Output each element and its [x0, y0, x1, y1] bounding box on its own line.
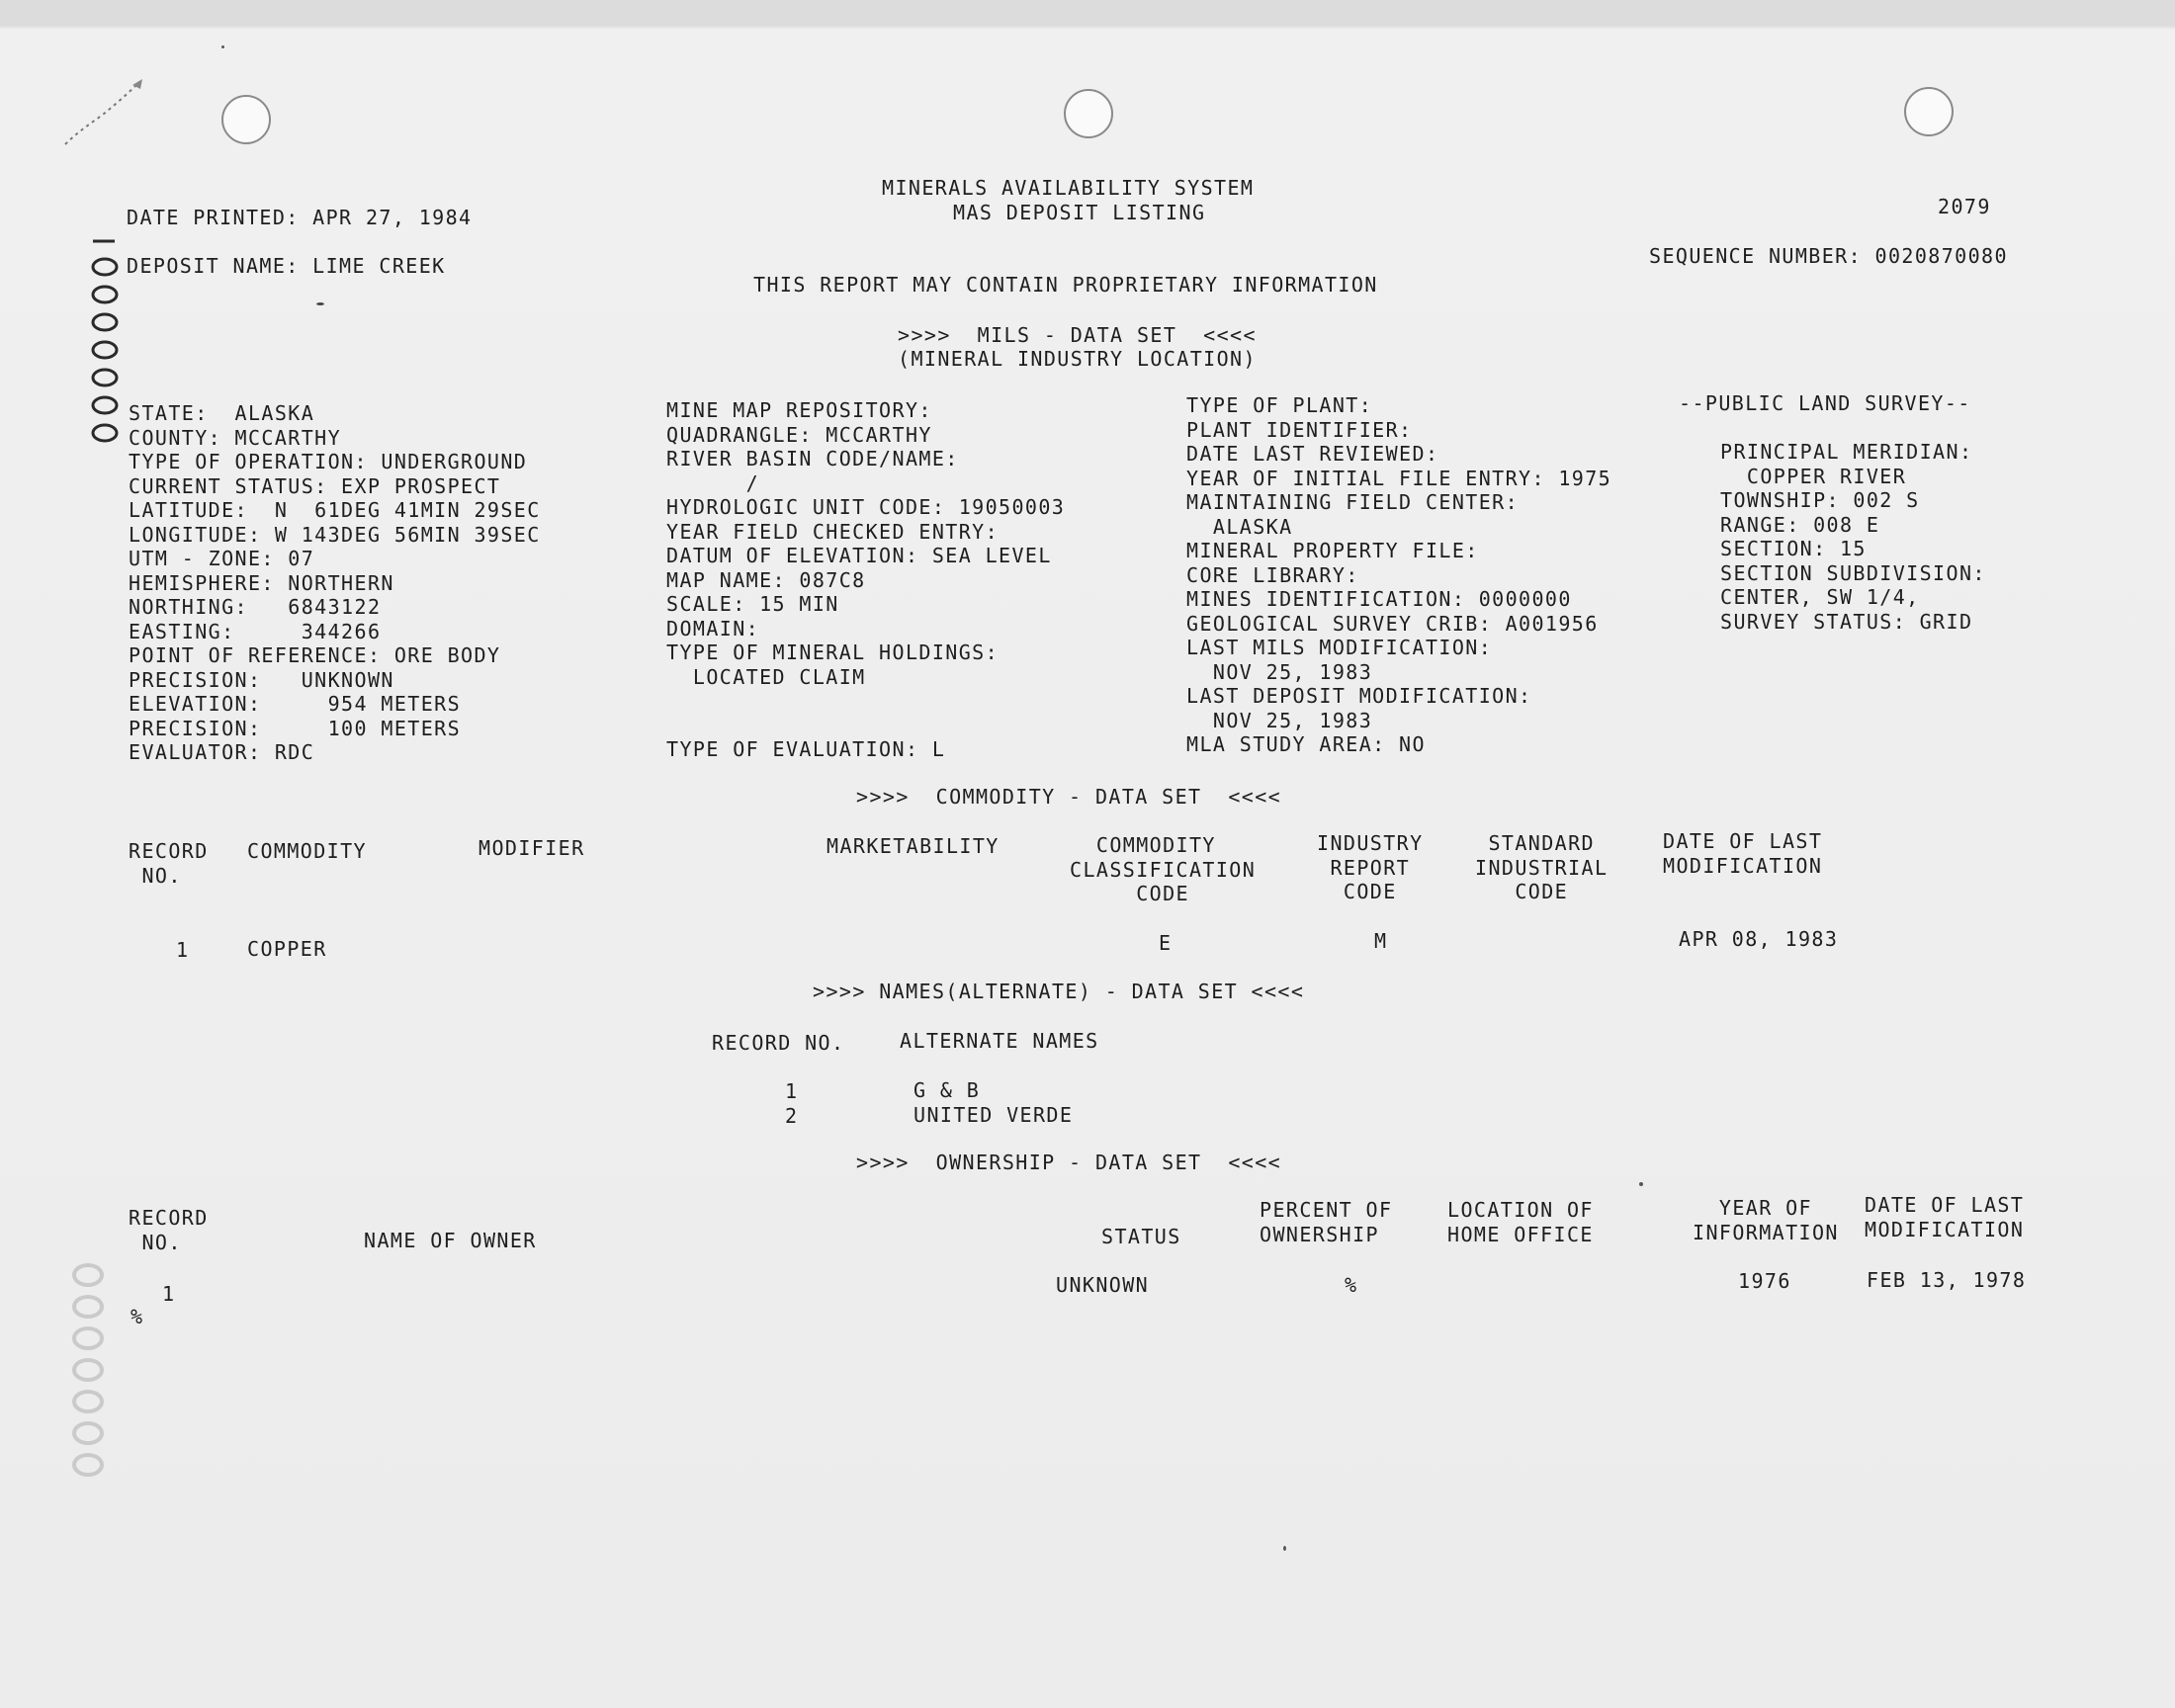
- field-line: LAST DEPOSIT MODIFICATION:: [1186, 684, 1532, 708]
- field-line: LONGITUDE: W 143DEG 56MIN 39SEC: [129, 522, 541, 547]
- field-line: MINERAL PROPERTY FILE:: [1186, 539, 1479, 562]
- field-line: SECTION SUBDIVISION:: [1720, 560, 1986, 585]
- location-column: [129, 401, 541, 765]
- punch-hole-center: [1064, 89, 1113, 138]
- ownership-date: FEB 13, 1978: [1867, 1268, 2027, 1292]
- field-line: HEMISPHERE: NORTHERN: [129, 570, 394, 595]
- field-line: NORTHING: 6843122: [129, 595, 382, 619]
- paper-speck: [316, 302, 324, 305]
- field-line: COUNTY: MCCARTHY: [129, 425, 342, 450]
- field-line: EASTING: 344266: [129, 619, 382, 643]
- ownership-year: 1976: [1738, 1269, 1791, 1293]
- date-printed: DATE PRINTED: APR 27, 1984: [127, 206, 473, 229]
- field-line: SECTION: 15: [1720, 537, 1867, 560]
- page-number: 2079: [1938, 195, 1991, 218]
- commodity-name: COPPER: [247, 937, 327, 961]
- field-line: POINT OF REFERENCE: ORE BODY: [129, 643, 501, 667]
- public-land-survey-column: [1720, 440, 1986, 634]
- field-line: YEAR FIELD CHECKED ENTRY:: [666, 519, 1000, 544]
- alternate-name: G & B: [914, 1078, 981, 1102]
- ownership-header-status: STATUS: [1101, 1225, 1181, 1248]
- names-record-number: 1: [785, 1079, 799, 1103]
- deposit-name: DEPOSIT NAME: LIME CREEK: [127, 254, 446, 278]
- field-line: MINES IDENTIFICATION: 0000000: [1186, 587, 1572, 611]
- commodity-header-marketability: MARKETABILITY: [826, 834, 1000, 858]
- field-line: TYPE OF EVALUATION: L: [666, 737, 946, 761]
- names-section-title: >>>> NAMES(ALTERNATE) - DATA SET <<<<: [813, 980, 1305, 1003]
- commodity-header-sic: STANDARD INDUSTRIAL CODE: [1475, 831, 1609, 903]
- field-line: MAP NAME: 087C8: [666, 567, 866, 592]
- ownership-header-percent: PERCENT OF OWNERSHIP: [1260, 1198, 1393, 1246]
- field-line: PRECISION: 100 METERS: [129, 716, 462, 740]
- commodity-header-date: DATE OF LAST MODIFICATION: [1663, 829, 1823, 878]
- commodity-section-title: >>>> COMMODITY - DATA SET <<<<: [856, 785, 1282, 809]
- field-line: LOCATED CLAIM: [666, 664, 866, 689]
- field-line: PRINCIPAL MERIDIAN:: [1720, 440, 1973, 464]
- ownership-header-location: LOCATION OF HOME OFFICE: [1447, 1198, 1594, 1246]
- field-line: STATE: ALASKA: [129, 401, 315, 425]
- field-line: TYPE OF OPERATION: UNDERGROUND: [129, 450, 528, 473]
- field-line: HYDROLOGIC UNIT CODE: 19050003: [666, 495, 1066, 519]
- field-line: NOV 25, 1983: [1186, 659, 1373, 684]
- commodity-date: APR 08, 1983: [1679, 927, 1839, 951]
- field-line: PRECISION: UNKNOWN: [129, 667, 394, 692]
- field-line: ALASKA: [1186, 514, 1293, 539]
- commodity-header-record: RECORD NO.: [129, 839, 209, 888]
- proprietary-notice: THIS REPORT MAY CONTAIN PROPRIETARY INFORMATION: [753, 273, 1378, 297]
- mils-section-title: >>>> MILS - DATA SET <<<<: [898, 323, 1257, 347]
- field-line: RANGE: 008 E: [1720, 512, 1880, 537]
- field-line: GEOLOGICAL SURVEY CRIB: A001956: [1186, 611, 1599, 636]
- field-line: UTM - ZONE: 07: [129, 547, 315, 570]
- names-record-number: 2: [785, 1104, 799, 1128]
- paper-speck: [1283, 1546, 1286, 1551]
- commodity-header-modifier: MODIFIER: [478, 836, 585, 860]
- ownership-percent-sign: %: [130, 1305, 144, 1328]
- ownership-percent: %: [1345, 1273, 1358, 1297]
- mils-section-subtitle: (MINERAL INDUSTRY LOCATION): [898, 347, 1257, 371]
- ownership-record-number: 1: [162, 1282, 176, 1306]
- field-line: RIVER BASIN CODE/NAME:: [666, 447, 959, 470]
- side-stamp-mark: [85, 237, 125, 445]
- sequence-number: SEQUENCE NUMBER: 0020870080: [1649, 244, 2008, 268]
- field-line: ELEVATION: 954 METERS: [129, 692, 462, 716]
- field-line: TYPE OF PLANT:: [1186, 393, 1373, 417]
- commodity-header-industry: INDUSTRY REPORT CODE: [1317, 831, 1424, 903]
- ownership-header-owner: NAME OF OWNER: [364, 1229, 537, 1252]
- mine-map-column: [666, 398, 1065, 762]
- commodity-industry-code: M: [1374, 929, 1388, 953]
- public-land-survey-title: --PUBLIC LAND SURVEY--: [1679, 391, 1971, 415]
- field-line: QUADRANGLE: MCCARTHY: [666, 422, 932, 447]
- punch-hole-right: [1904, 87, 1954, 136]
- field-line: SURVEY STATUS: GRID: [1720, 609, 1973, 634]
- commodity-header-commodity: COMMODITY: [247, 839, 367, 863]
- field-line: [666, 689, 1065, 714]
- field-line: NOV 25, 1983: [1186, 708, 1373, 732]
- field-line: COPPER RIVER: [1720, 464, 1907, 488]
- ownership-status: UNKNOWN: [1056, 1273, 1150, 1297]
- field-line: DOMAIN:: [666, 616, 760, 640]
- field-line: LATITUDE: N 61DEG 41MIN 29SEC: [129, 498, 541, 522]
- field-line: LAST MILS MODIFICATION:: [1186, 636, 1493, 659]
- pencil-scribble: [59, 73, 148, 152]
- field-line: MLA STUDY AREA: NO: [1186, 732, 1426, 756]
- field-line: PLANT IDENTIFIER:: [1186, 417, 1413, 442]
- field-line: TOWNSHIP: 002 S: [1720, 488, 1920, 512]
- report-title: MINERALS AVAILABILITY SYSTEM: [882, 176, 1255, 200]
- names-header-record: RECORD NO.: [712, 1031, 845, 1055]
- plant-column: [1186, 393, 1611, 757]
- commodity-classification-code: E: [1159, 931, 1173, 955]
- field-line: MINE MAP REPOSITORY:: [666, 398, 932, 422]
- ownership-section-title: >>>> OWNERSHIP - DATA SET <<<<: [856, 1151, 1282, 1174]
- ownership-header-year: YEAR OF INFORMATION: [1693, 1196, 1839, 1244]
- faded-stamp-mark: [63, 1255, 113, 1493]
- field-line: [666, 714, 1065, 738]
- report-subtitle: MAS DEPOSIT LISTING: [953, 201, 1206, 224]
- alternate-name: UNITED VERDE: [914, 1103, 1074, 1127]
- field-line: DATE LAST REVIEWED:: [1186, 442, 1439, 466]
- field-line: EVALUATOR: RDC: [129, 740, 315, 764]
- field-line: TYPE OF MINERAL HOLDINGS:: [666, 640, 1000, 664]
- paper-speck: [221, 45, 224, 48]
- names-header-alternate: ALTERNATE NAMES: [900, 1029, 1099, 1053]
- commodity-record-number: 1: [176, 938, 190, 962]
- paper-speck: [1639, 1182, 1643, 1186]
- ownership-header-date: DATE OF LAST MODIFICATION: [1865, 1193, 2025, 1241]
- field-line: MAINTAINING FIELD CENTER:: [1186, 490, 1520, 514]
- field-line: DATUM OF ELEVATION: SEA LEVEL: [666, 544, 1052, 567]
- field-line: /: [666, 470, 760, 495]
- field-line: CURRENT STATUS: EXP PROSPECT: [129, 473, 501, 498]
- field-line: CORE LIBRARY:: [1186, 562, 1359, 587]
- field-line: YEAR OF INITIAL FILE ENTRY: 1975: [1186, 466, 1612, 490]
- ownership-header-record: RECORD NO.: [129, 1206, 209, 1254]
- punch-hole-left: [221, 95, 271, 144]
- commodity-header-classification: COMMODITY CLASSIFICATION CODE: [1070, 833, 1257, 905]
- field-line: CENTER, SW 1/4,: [1720, 585, 1920, 609]
- field-line: SCALE: 15 MIN: [666, 592, 839, 616]
